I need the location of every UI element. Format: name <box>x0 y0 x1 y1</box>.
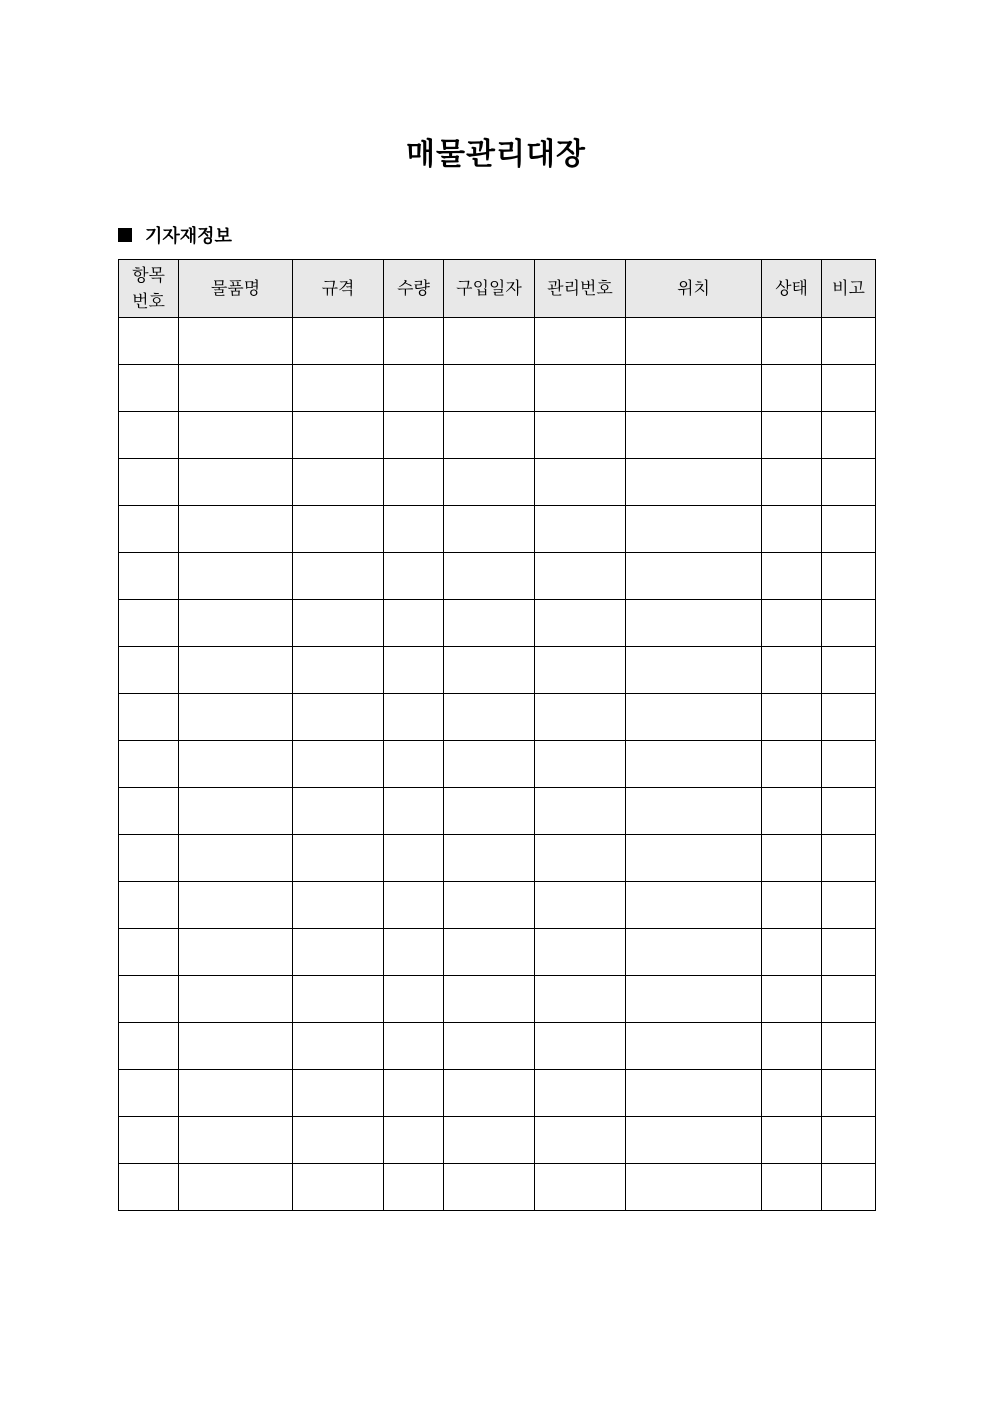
cell-item-number[interactable] <box>119 1023 179 1070</box>
cell-location[interactable] <box>626 318 762 365</box>
cell-purchase-date[interactable] <box>444 365 535 412</box>
cell-item-number[interactable] <box>119 647 179 694</box>
cell-purchase-date[interactable] <box>444 929 535 976</box>
cell-purchase-date[interactable] <box>444 318 535 365</box>
header-specification: 규격 <box>293 260 384 318</box>
cell-remarks[interactable] <box>822 647 876 694</box>
cell-remarks[interactable] <box>822 318 876 365</box>
cell-remarks[interactable] <box>822 506 876 553</box>
table-row <box>119 976 876 1023</box>
cell-location[interactable] <box>626 412 762 459</box>
cell-management-number[interactable] <box>535 553 626 600</box>
cell-management-number[interactable] <box>535 1117 626 1164</box>
cell-purchase-date[interactable] <box>444 647 535 694</box>
cell-item-name[interactable] <box>179 882 293 929</box>
cell-remarks[interactable] <box>822 741 876 788</box>
cell-specification[interactable] <box>293 1117 384 1164</box>
cell-remarks[interactable] <box>822 600 876 647</box>
table-row <box>119 553 876 600</box>
table-row <box>119 1023 876 1070</box>
cell-status[interactable] <box>762 318 822 365</box>
header-remarks: 비고 <box>822 260 876 318</box>
cell-purchase-date[interactable] <box>444 788 535 835</box>
cell-quantity[interactable] <box>384 835 444 882</box>
cell-item-name[interactable] <box>179 318 293 365</box>
cell-management-number[interactable] <box>535 929 626 976</box>
cell-item-name[interactable] <box>179 1023 293 1070</box>
header-location: 위치 <box>626 260 762 318</box>
cell-specification[interactable] <box>293 647 384 694</box>
cell-item-name[interactable] <box>179 741 293 788</box>
cell-quantity[interactable] <box>384 459 444 506</box>
cell-item-name[interactable] <box>179 365 293 412</box>
cell-item-name[interactable] <box>179 553 293 600</box>
table-row <box>119 788 876 835</box>
cell-status[interactable] <box>762 1117 822 1164</box>
cell-item-name[interactable] <box>179 788 293 835</box>
table-row <box>119 882 876 929</box>
cell-item-name[interactable] <box>179 1117 293 1164</box>
table-row <box>119 741 876 788</box>
cell-management-number[interactable] <box>535 459 626 506</box>
cell-item-number[interactable] <box>119 412 179 459</box>
cell-item-name[interactable] <box>179 694 293 741</box>
cell-quantity[interactable] <box>384 1070 444 1117</box>
cell-quantity[interactable] <box>384 647 444 694</box>
cell-specification[interactable] <box>293 1070 384 1117</box>
cell-item-number[interactable] <box>119 553 179 600</box>
cell-item-number[interactable] <box>119 318 179 365</box>
cell-remarks[interactable] <box>822 835 876 882</box>
cell-specification[interactable] <box>293 600 384 647</box>
cell-location[interactable] <box>626 835 762 882</box>
cell-purchase-date[interactable] <box>444 835 535 882</box>
cell-item-number[interactable] <box>119 1164 179 1211</box>
cell-specification[interactable] <box>293 459 384 506</box>
cell-quantity[interactable] <box>384 1164 444 1211</box>
cell-purchase-date[interactable] <box>444 459 535 506</box>
table-row <box>119 600 876 647</box>
cell-remarks[interactable] <box>822 459 876 506</box>
cell-item-number[interactable] <box>119 741 179 788</box>
cell-location[interactable] <box>626 647 762 694</box>
table-row <box>119 318 876 365</box>
cell-item-name[interactable] <box>179 835 293 882</box>
cell-specification[interactable] <box>293 506 384 553</box>
table-row <box>119 929 876 976</box>
cell-specification[interactable] <box>293 976 384 1023</box>
cell-quantity[interactable] <box>384 553 444 600</box>
cell-item-number[interactable] <box>119 882 179 929</box>
cell-specification[interactable] <box>293 318 384 365</box>
cell-status[interactable] <box>762 506 822 553</box>
header-purchase-date: 구입일자 <box>444 260 535 318</box>
cell-status[interactable] <box>762 1023 822 1070</box>
cell-location[interactable] <box>626 600 762 647</box>
table-header-row <box>119 260 876 318</box>
cell-remarks[interactable] <box>822 553 876 600</box>
table-row <box>119 412 876 459</box>
cell-status[interactable] <box>762 694 822 741</box>
cell-purchase-date[interactable] <box>444 741 535 788</box>
cell-status[interactable] <box>762 1070 822 1117</box>
cell-specification[interactable] <box>293 741 384 788</box>
cell-item-name[interactable] <box>179 412 293 459</box>
cell-item-number[interactable] <box>119 1117 179 1164</box>
black-square-icon <box>118 228 132 242</box>
cell-status[interactable] <box>762 647 822 694</box>
cell-status[interactable] <box>762 976 822 1023</box>
cell-quantity[interactable] <box>384 412 444 459</box>
cell-remarks[interactable] <box>822 1023 876 1070</box>
cell-remarks[interactable] <box>822 365 876 412</box>
cell-management-number[interactable] <box>535 694 626 741</box>
cell-status[interactable] <box>762 835 822 882</box>
cell-purchase-date[interactable] <box>444 1023 535 1070</box>
cell-item-name[interactable] <box>179 600 293 647</box>
cell-status[interactable] <box>762 1164 822 1211</box>
cell-quantity[interactable] <box>384 600 444 647</box>
cell-location[interactable] <box>626 365 762 412</box>
cell-specification[interactable] <box>293 365 384 412</box>
cell-item-name[interactable] <box>179 459 293 506</box>
cell-item-name[interactable] <box>179 976 293 1023</box>
table-row <box>119 1117 876 1164</box>
cell-remarks[interactable] <box>822 412 876 459</box>
property-ledger-table <box>118 259 876 1211</box>
cell-item-number[interactable] <box>119 976 179 1023</box>
section-heading-label: 기자재정보 <box>145 226 232 247</box>
cell-item-name[interactable] <box>179 506 293 553</box>
cell-status[interactable] <box>762 553 822 600</box>
cell-item-number[interactable] <box>119 1070 179 1117</box>
cell-management-number[interactable] <box>535 1023 626 1070</box>
cell-item-number[interactable] <box>119 600 179 647</box>
cell-quantity[interactable] <box>384 365 444 412</box>
cell-item-name[interactable] <box>179 647 293 694</box>
cell-location[interactable] <box>626 1117 762 1164</box>
cell-management-number[interactable] <box>535 741 626 788</box>
header-management-number: 관리번호 <box>535 260 626 318</box>
cell-quantity[interactable] <box>384 976 444 1023</box>
cell-remarks[interactable] <box>822 882 876 929</box>
cell-specification[interactable] <box>293 694 384 741</box>
cell-quantity[interactable] <box>384 506 444 553</box>
cell-specification[interactable] <box>293 1023 384 1070</box>
cell-purchase-date[interactable] <box>444 976 535 1023</box>
cell-purchase-date[interactable] <box>444 506 535 553</box>
table-row <box>119 694 876 741</box>
cell-item-number[interactable] <box>119 929 179 976</box>
cell-management-number[interactable] <box>535 976 626 1023</box>
cell-location[interactable] <box>626 741 762 788</box>
header-item-name: 물품명 <box>179 260 293 318</box>
header-status: 상태 <box>762 260 822 318</box>
cell-location[interactable] <box>626 1070 762 1117</box>
cell-specification[interactable] <box>293 412 384 459</box>
cell-quantity[interactable] <box>384 318 444 365</box>
table-row <box>119 647 876 694</box>
cell-specification[interactable] <box>293 788 384 835</box>
cell-item-number[interactable] <box>119 459 179 506</box>
cell-specification[interactable] <box>293 929 384 976</box>
cell-location[interactable] <box>626 459 762 506</box>
cell-location[interactable] <box>626 1164 762 1211</box>
cell-management-number[interactable] <box>535 600 626 647</box>
cell-location[interactable] <box>626 1023 762 1070</box>
page-title: 매물관리대장 <box>406 137 586 172</box>
cell-management-number[interactable] <box>535 1070 626 1117</box>
cell-specification[interactable] <box>293 835 384 882</box>
cell-quantity[interactable] <box>384 694 444 741</box>
table-row <box>119 459 876 506</box>
table-row <box>119 365 876 412</box>
cell-status[interactable] <box>762 788 822 835</box>
cell-purchase-date[interactable] <box>444 600 535 647</box>
cell-purchase-date[interactable] <box>444 1164 535 1211</box>
cell-location[interactable] <box>626 976 762 1023</box>
cell-location[interactable] <box>626 553 762 600</box>
table-row <box>119 506 876 553</box>
header-quantity: 수량 <box>384 260 444 318</box>
cell-quantity[interactable] <box>384 1023 444 1070</box>
table-row <box>119 835 876 882</box>
cell-status[interactable] <box>762 882 822 929</box>
table-row <box>119 1070 876 1117</box>
cell-item-name[interactable] <box>179 1070 293 1117</box>
cell-quantity[interactable] <box>384 929 444 976</box>
cell-location[interactable] <box>626 882 762 929</box>
cell-location[interactable] <box>626 929 762 976</box>
cell-management-number[interactable] <box>535 647 626 694</box>
cell-purchase-date[interactable] <box>444 882 535 929</box>
cell-status[interactable] <box>762 459 822 506</box>
cell-item-number[interactable] <box>119 788 179 835</box>
cell-management-number[interactable] <box>535 412 626 459</box>
cell-location[interactable] <box>626 694 762 741</box>
cell-status[interactable] <box>762 741 822 788</box>
cell-remarks[interactable] <box>822 976 876 1023</box>
cell-management-number[interactable] <box>535 318 626 365</box>
cell-status[interactable] <box>762 365 822 412</box>
cell-purchase-date[interactable] <box>444 412 535 459</box>
cell-purchase-date[interactable] <box>444 694 535 741</box>
cell-item-name[interactable] <box>179 1164 293 1211</box>
cell-specification[interactable] <box>293 882 384 929</box>
cell-remarks[interactable] <box>822 929 876 976</box>
cell-remarks[interactable] <box>822 694 876 741</box>
cell-management-number[interactable] <box>535 1164 626 1211</box>
cell-quantity[interactable] <box>384 1117 444 1164</box>
cell-quantity[interactable] <box>384 788 444 835</box>
table-body <box>119 318 876 1211</box>
cell-management-number[interactable] <box>535 882 626 929</box>
cell-status[interactable] <box>762 929 822 976</box>
cell-item-number[interactable] <box>119 694 179 741</box>
cell-item-number[interactable] <box>119 506 179 553</box>
cell-status[interactable] <box>762 600 822 647</box>
cell-management-number[interactable] <box>535 835 626 882</box>
cell-location[interactable] <box>626 788 762 835</box>
cell-location[interactable] <box>626 506 762 553</box>
header-item-number <box>119 260 179 318</box>
cell-specification[interactable] <box>293 553 384 600</box>
cell-management-number[interactable] <box>535 788 626 835</box>
cell-remarks[interactable] <box>822 1164 876 1211</box>
section-heading <box>118 222 232 248</box>
cell-remarks[interactable] <box>822 1117 876 1164</box>
cell-management-number[interactable] <box>535 506 626 553</box>
cell-specification[interactable] <box>293 1164 384 1211</box>
table-row <box>119 1164 876 1211</box>
cell-quantity[interactable] <box>384 882 444 929</box>
cell-remarks[interactable] <box>822 1070 876 1117</box>
header-item-number-line1: 항목 <box>132 265 165 286</box>
cell-purchase-date[interactable] <box>444 1117 535 1164</box>
cell-remarks[interactable] <box>822 788 876 835</box>
cell-item-name[interactable] <box>179 929 293 976</box>
cell-purchase-date[interactable] <box>444 553 535 600</box>
cell-item-number[interactable] <box>119 835 179 882</box>
cell-purchase-date[interactable] <box>444 1070 535 1117</box>
cell-quantity[interactable] <box>384 741 444 788</box>
cell-item-number[interactable] <box>119 365 179 412</box>
header-item-number-line2: 번호 <box>132 291 165 312</box>
cell-status[interactable] <box>762 412 822 459</box>
cell-management-number[interactable] <box>535 365 626 412</box>
